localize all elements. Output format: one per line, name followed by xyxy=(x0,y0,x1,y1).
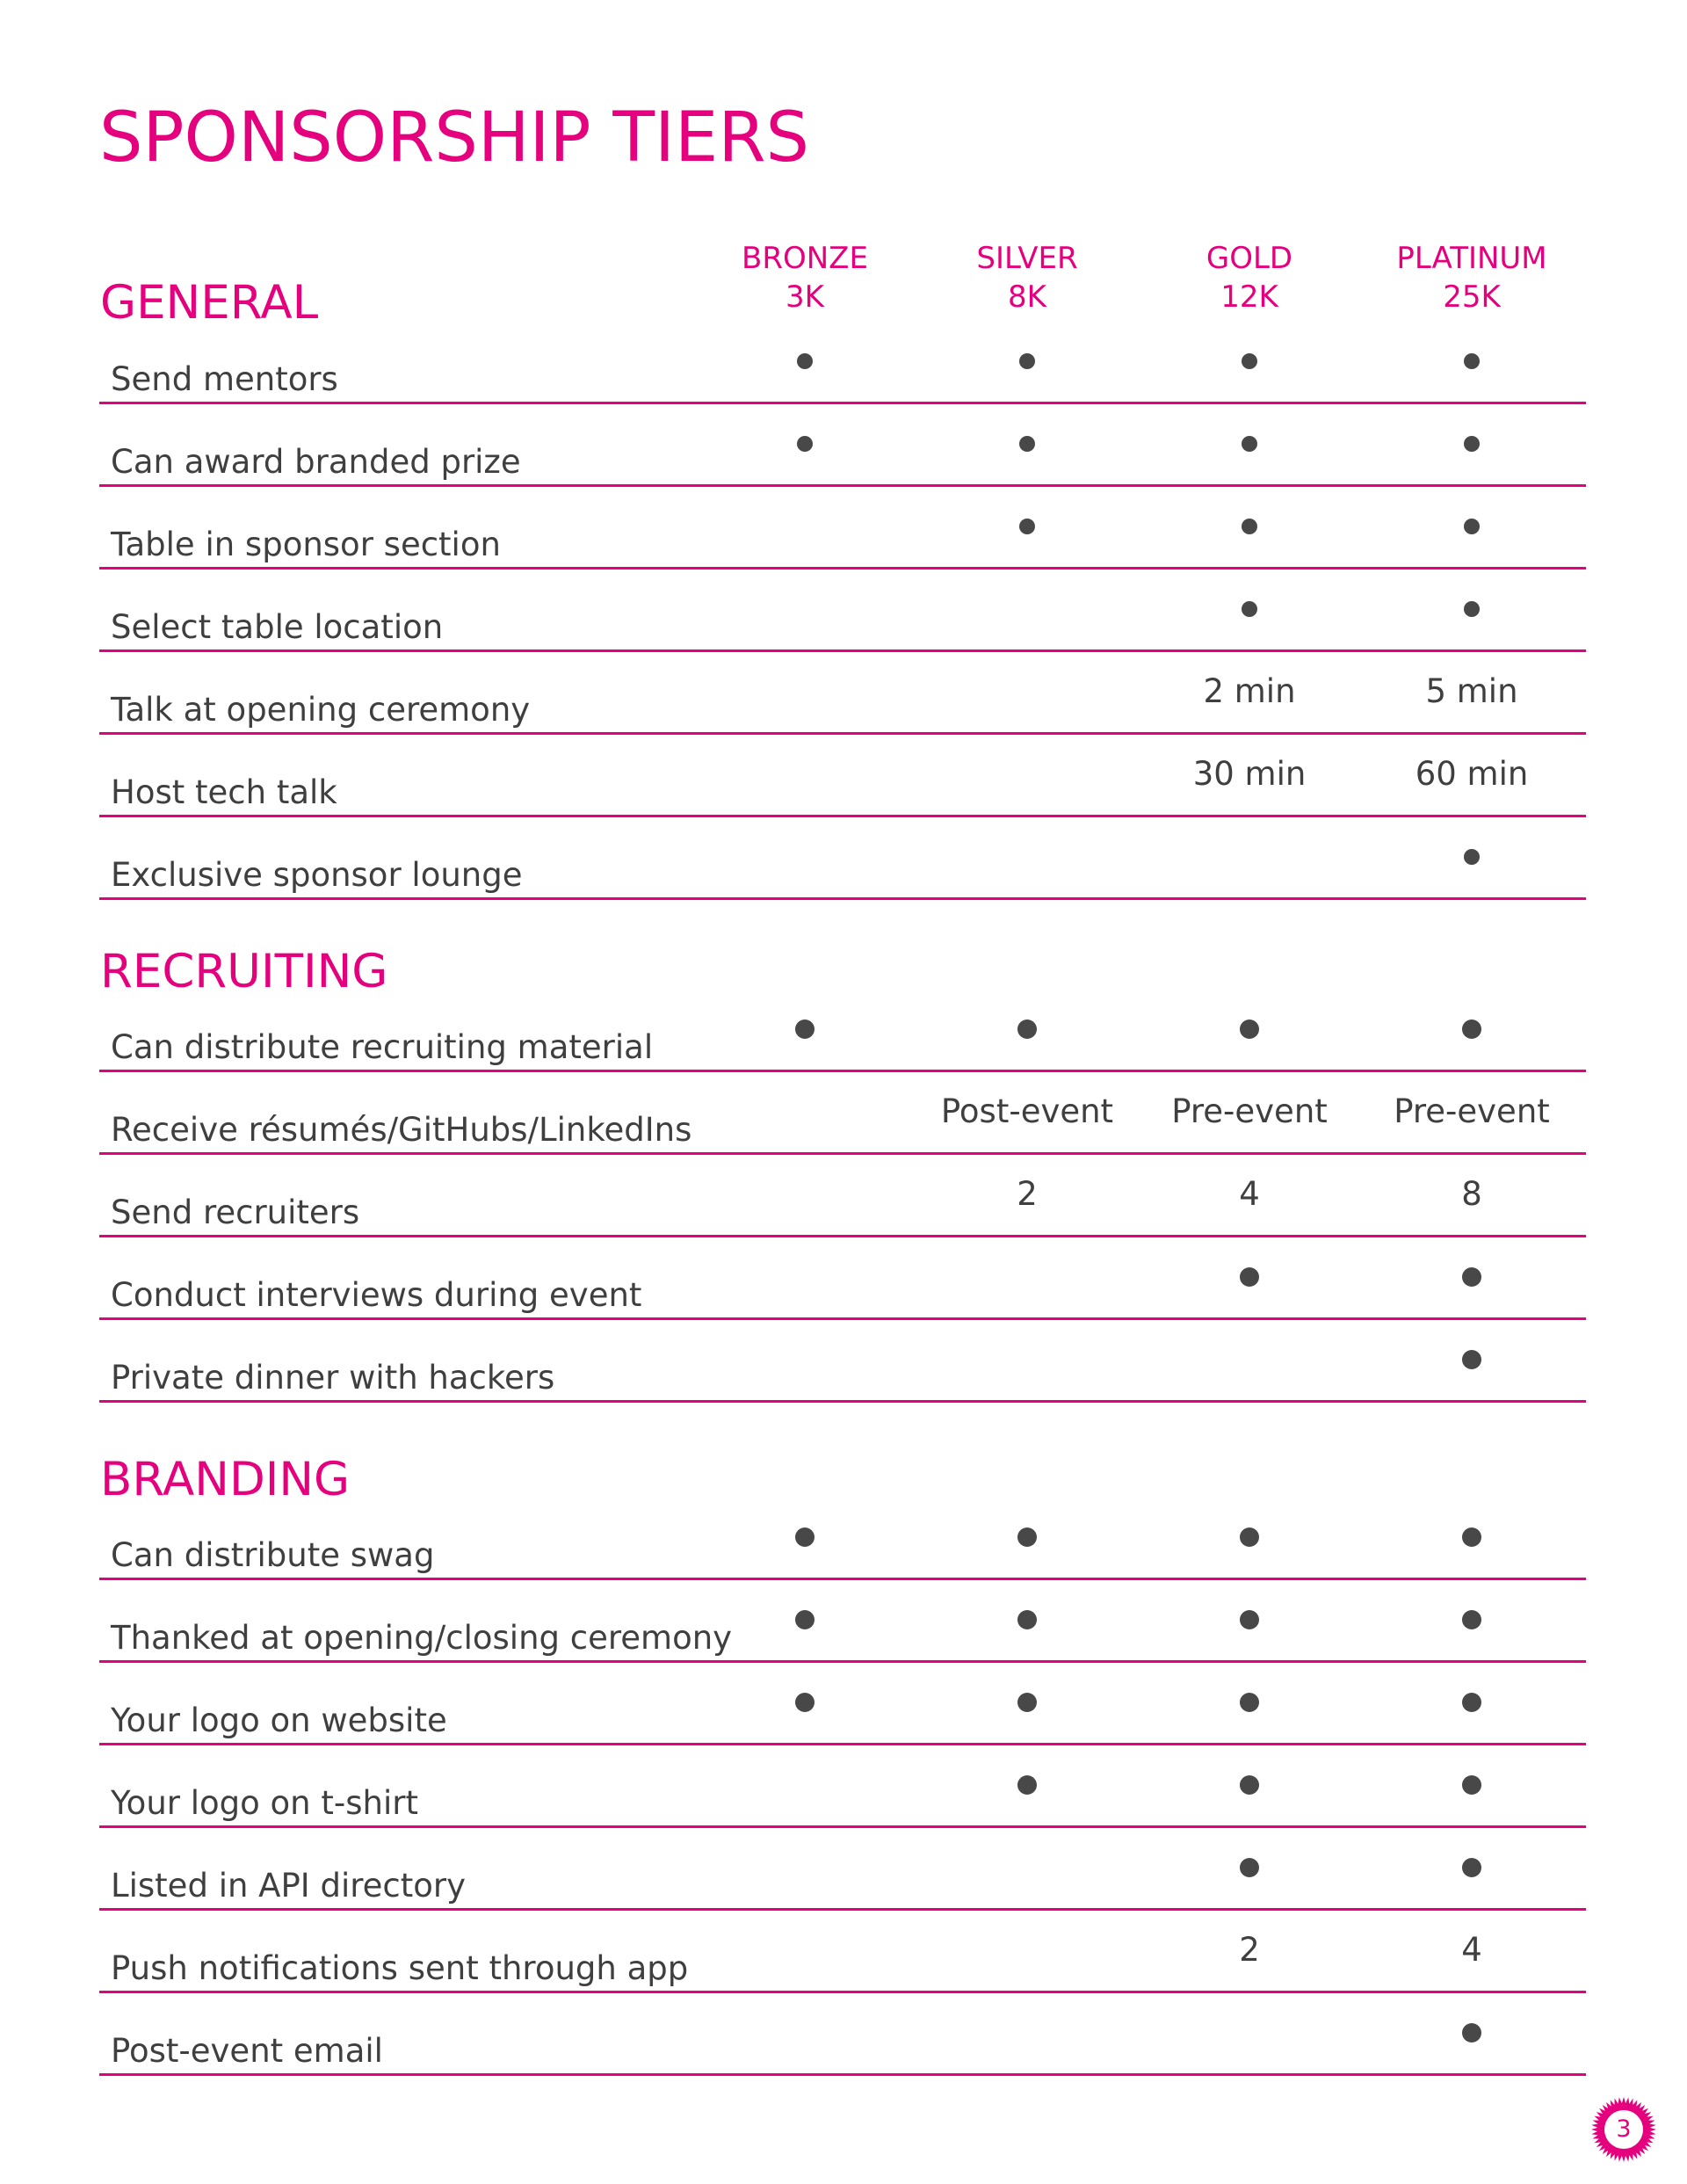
row-label: Receive résumés/GitHubs/LinkedIns xyxy=(111,1111,692,1149)
row-divider xyxy=(99,1070,1586,1072)
row-label: Your logo on website xyxy=(111,1701,447,1739)
cell-value: 4 xyxy=(1239,1175,1260,1213)
cell-value: 2 min xyxy=(1203,672,1296,710)
page-title: SPONSORSHIP TIERS xyxy=(99,98,810,178)
cell-value: 60 min xyxy=(1415,755,1529,793)
included-dot xyxy=(1464,519,1480,534)
row-label: Send mentors xyxy=(111,360,338,398)
included-dot xyxy=(1017,1775,1037,1795)
row-label: Talk at opening ceremony xyxy=(111,691,531,729)
tier-price: 8K xyxy=(1008,279,1046,315)
row-label: Send recruiters xyxy=(111,1194,360,1231)
row-label: Listed in API directory xyxy=(111,1867,467,1905)
row-divider xyxy=(99,1317,1586,1320)
included-dot xyxy=(1019,519,1035,534)
tier-name: PLATINUM xyxy=(1396,241,1547,276)
row-divider xyxy=(99,1235,1586,1237)
included-dot xyxy=(1464,436,1480,452)
included-dot xyxy=(1242,436,1257,452)
included-dot xyxy=(795,1693,815,1712)
included-dot xyxy=(1240,1775,1259,1795)
row-divider xyxy=(99,484,1586,487)
tier-price: 25K xyxy=(1443,279,1501,315)
included-dot xyxy=(1242,353,1257,369)
included-dot xyxy=(1462,1019,1481,1039)
included-dot xyxy=(1017,1527,1037,1547)
cell-value: Pre-event xyxy=(1171,1092,1328,1130)
row-label: Your logo on t-shirt xyxy=(111,1784,418,1822)
included-dot xyxy=(795,1019,815,1039)
cell-value: Pre-event xyxy=(1394,1092,1550,1130)
included-dot xyxy=(1464,601,1480,617)
row-label: Conduct interviews during event xyxy=(111,1276,642,1314)
included-dot xyxy=(1240,1527,1259,1547)
row-divider xyxy=(99,649,1586,652)
row-label: Select table location xyxy=(111,608,444,646)
tier-name: SILVER xyxy=(976,241,1078,276)
included-dot xyxy=(795,1527,815,1547)
section-title-recruiting: RECRUITING xyxy=(100,945,388,998)
included-dot xyxy=(1242,519,1257,534)
included-dot xyxy=(1462,1610,1481,1629)
row-divider xyxy=(99,1908,1586,1911)
page-number-badge xyxy=(1590,2096,1657,2163)
included-dot xyxy=(1017,1610,1037,1629)
row-label: Thanked at opening/closing ceremony xyxy=(111,1619,733,1657)
included-dot xyxy=(1462,2023,1481,2043)
included-dot xyxy=(1240,1019,1259,1039)
included-dot xyxy=(1019,353,1035,369)
included-dot xyxy=(797,353,813,369)
cell-value: 8 xyxy=(1461,1175,1482,1213)
included-dot xyxy=(1019,436,1035,452)
included-dot xyxy=(1464,849,1480,865)
row-divider xyxy=(99,732,1586,735)
section-title-general: GENERAL xyxy=(100,276,319,330)
row-divider xyxy=(99,1743,1586,1745)
included-dot xyxy=(1462,1775,1481,1795)
included-dot xyxy=(1240,1693,1259,1712)
row-label: Can distribute recruiting material xyxy=(111,1028,654,1066)
cell-value: 30 min xyxy=(1192,755,1307,793)
cell-value: 2 xyxy=(1239,1931,1260,1969)
row-label: Can award branded prize xyxy=(111,443,521,481)
row-label: Exclusive sponsor lounge xyxy=(111,856,523,894)
row-label: Host tech talk xyxy=(111,773,337,811)
included-dot xyxy=(1240,1267,1259,1287)
page-number: 3 xyxy=(1616,2115,1632,2143)
row-divider xyxy=(99,1400,1586,1403)
included-dot xyxy=(1240,1858,1259,1877)
row-label: Table in sponsor section xyxy=(111,526,501,563)
row-divider xyxy=(99,1991,1586,1993)
tier-name: GOLD xyxy=(1206,241,1293,276)
tier-price: 3K xyxy=(786,279,824,315)
row-divider xyxy=(99,402,1586,404)
included-dot xyxy=(795,1610,815,1629)
included-dot xyxy=(1462,1267,1481,1287)
cell-value: 2 xyxy=(1017,1175,1038,1213)
cell-value: 4 xyxy=(1461,1931,1482,1969)
tier-name: BRONZE xyxy=(742,241,868,276)
row-divider xyxy=(99,1578,1586,1580)
included-dot xyxy=(1017,1019,1037,1039)
row-divider xyxy=(99,567,1586,570)
row-divider xyxy=(99,1152,1586,1155)
tier-header-bronze xyxy=(708,239,901,316)
row-label: Push notifications sent through app xyxy=(111,1949,689,1987)
section-title-branding: BRANDING xyxy=(100,1453,351,1506)
tier-header-platinum xyxy=(1375,239,1568,316)
tier-header-silver xyxy=(930,239,1124,316)
included-dot xyxy=(1462,1527,1481,1547)
row-divider xyxy=(99,1825,1586,1828)
row-label: Can distribute swag xyxy=(111,1536,435,1574)
included-dot xyxy=(1240,1610,1259,1629)
included-dot xyxy=(1462,1693,1481,1712)
included-dot xyxy=(1462,1350,1481,1369)
row-divider xyxy=(99,1660,1586,1663)
included-dot xyxy=(1242,601,1257,617)
tier-header-gold xyxy=(1153,239,1346,316)
included-dot xyxy=(1017,1693,1037,1712)
row-label: Post-event email xyxy=(111,2032,383,2070)
row-divider xyxy=(99,815,1586,817)
cell-value: Post-event xyxy=(940,1092,1114,1130)
included-dot xyxy=(1462,1858,1481,1877)
included-dot xyxy=(1464,353,1480,369)
cell-value: 5 min xyxy=(1425,672,1518,710)
row-label: Private dinner with hackers xyxy=(111,1359,555,1397)
row-divider xyxy=(99,897,1586,900)
tier-price: 12K xyxy=(1220,279,1278,315)
row-divider xyxy=(99,2073,1586,2076)
included-dot xyxy=(797,436,813,452)
